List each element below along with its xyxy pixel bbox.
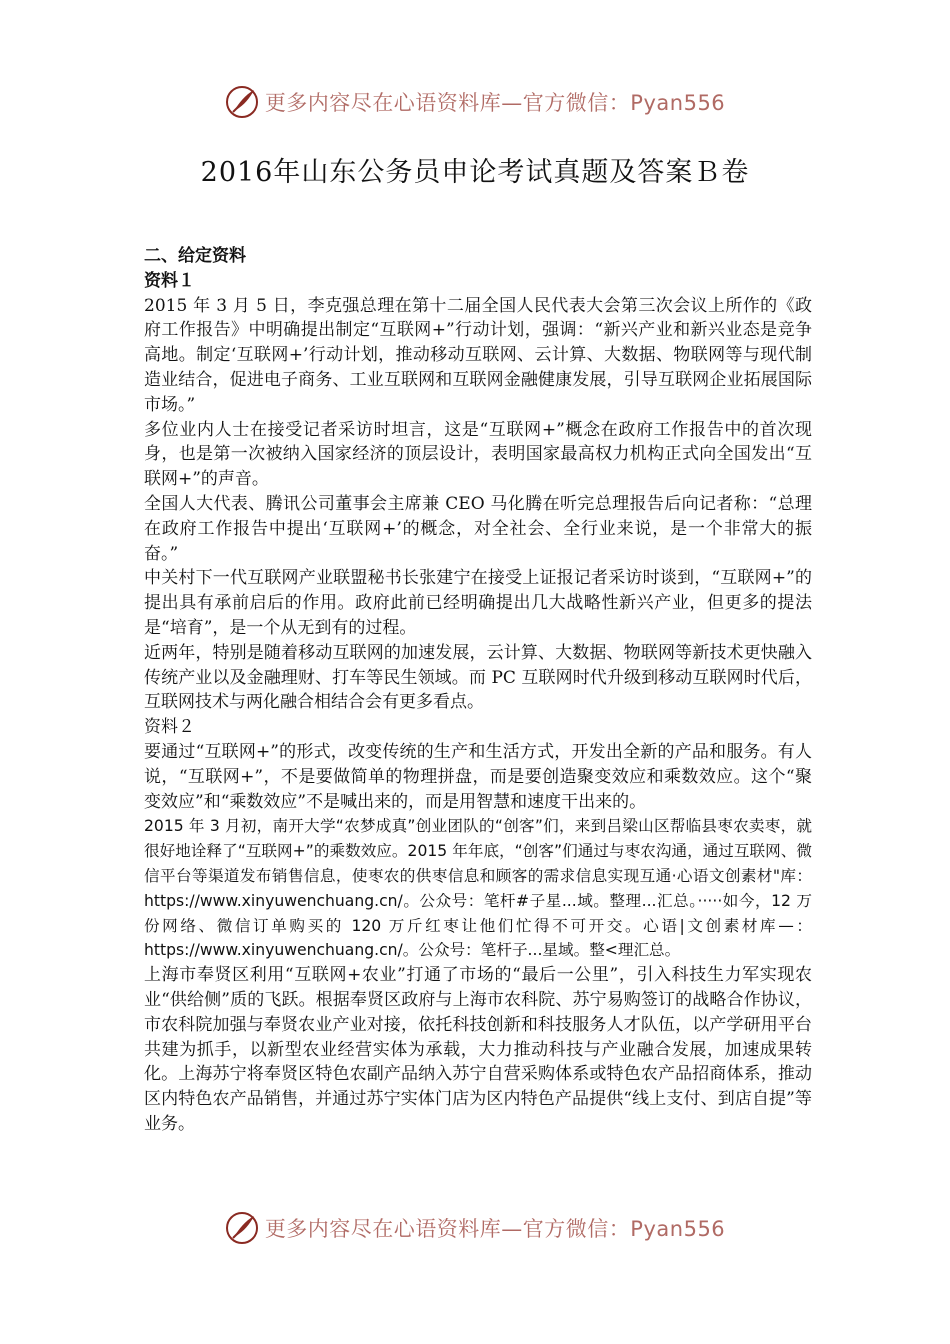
document-title: 2016年山东公务员申论考试真题及答案Ｂ卷 [200, 157, 750, 188]
material-2-paragraph-1: 要通过“互联网+”的形式，改变传统的生产和生活方式，开发出全新的产品和服务。有人说，“互联网+”，不是要做简单的物理拼盘，而是要创造聚变效应和乘数效应。这个“聚变效应”和“乘数效应”不是喊出来的，而是用智慧和速度干出来的。 [144, 741, 812, 812]
material-1-paragraph-5: 近两年，特别是随着移动互联网的加速发展，云计算、大数据、物联网等新技术更快融入传统产业以及金融理财、打车等民生领域。而 PC 互联网时代升级到移动互联网时代后，互联网技术与两化融合相结合会有更多看点。 [144, 642, 812, 713]
material-1-heading: 资料１ [144, 270, 195, 291]
header-banner [0, 82, 950, 122]
section-heading: 二、给定资料 [144, 246, 246, 266]
material-2-paragraph-2: 2015 年 3 月初，南开大学“农梦成真”创业团队的“创客”们，来到吕梁山区帮临县枣农卖枣，就很好地诠释了“互联网+”的乘数效应。2015 年年底，“创客”们通过与枣农沟通，通过互联网、微信平台等渠道发布销售信息，使枣农的供枣信息和顾客的需求信息实现互通·心语文创素材"库：https://www.xinyuwenchuang.cn/。公众号：笔杆#子星...域。整理...汇总。·····如今，12 万份网络、微信订单购买的 120 万斤红枣让他们忙得不可开交。心语|文创素材库—：https://www.xinyuwenchuang.cn/。公众号：笔杆子...星域。整<理汇总。 [144, 817, 812, 960]
document-body [144, 244, 812, 1137]
material-2-heading: 资料２ [144, 717, 195, 738]
quill-pen-logo-icon [225, 85, 259, 119]
material-1-paragraph-3: 全国人大代表、腾讯公司董事会主席兼 CEO 马化腾在听完总理报告后向记者称：“总理在政府工作报告中提出‘互联网+’的概念，对全社会、全行业来说，是一个非常大的振奋。” [144, 493, 812, 564]
material-1-paragraph-1: 2015 年 3 月 5 日，李克强总理在第十二届全国人民代表大会第三次会议上所作的《政府工作报告》中明确提出制定“互联网+”行动计划，强调：“新兴产业和新兴业态是竞争高地。制定‘互联网+’行动计划，推动移动互联网、云计算、大数据、物联网等与现代制造业结合，促进电子商务、工业互联网和互联网金融健康发展，引导互联网企业拓展国际市场。” [144, 295, 812, 415]
quill-pen-logo-icon [225, 1211, 259, 1245]
header-banner-text: 更多内容尽在心语资料库—官方微信：Pyan556 [264, 91, 726, 115]
footer-banner-text: 更多内容尽在心语资料库—官方微信：Pyan556 [264, 1217, 726, 1241]
material-1-paragraph-2: 多位业内人士在接受记者采访时坦言，这是“互联网+”概念在政府工作报告中的首次现身，也是第一次被纳入国家经济的顶层设计，表明国家最高权力机构正式向全国发出“互联网+”的声音。 [144, 419, 812, 490]
material-2-paragraph-3: 上海市奉贤区利用“互联网+农业”打通了市场的“最后一公里”，引入科技生力军实现农业“供给侧”质的飞跃。根据奉贤区政府与上海市农科院、苏宁易购签订的战略合作协议，市农科院加强与奉贤农业产业对接，依托科技创新和科技服务人才队伍，以产学研用平台共建为抓手，以新型农业经营实体为承载，大力推动科技与产业融合发展，加速成果转化。上海苏宁将奉贤区特色农副产品纳入苏宁自营采购体系或特色农产品招商体系，推动区内特色农产品销售，并通过苏宁实体门店为区内特色产品提供“线上支付、到店自提”等业务。 [144, 965, 812, 1134]
material-1-paragraph-4: 中关村下一代互联网产业联盟秘书长张建宁在接受上证报记者采访时谈到，“互联网+”的提出具有承前启后的作用。政府此前已经明确提出几大战略性新兴产业，但更多的提法是“培育”，是一个从无到有的过程。 [144, 568, 812, 638]
footer-banner [0, 1208, 950, 1248]
